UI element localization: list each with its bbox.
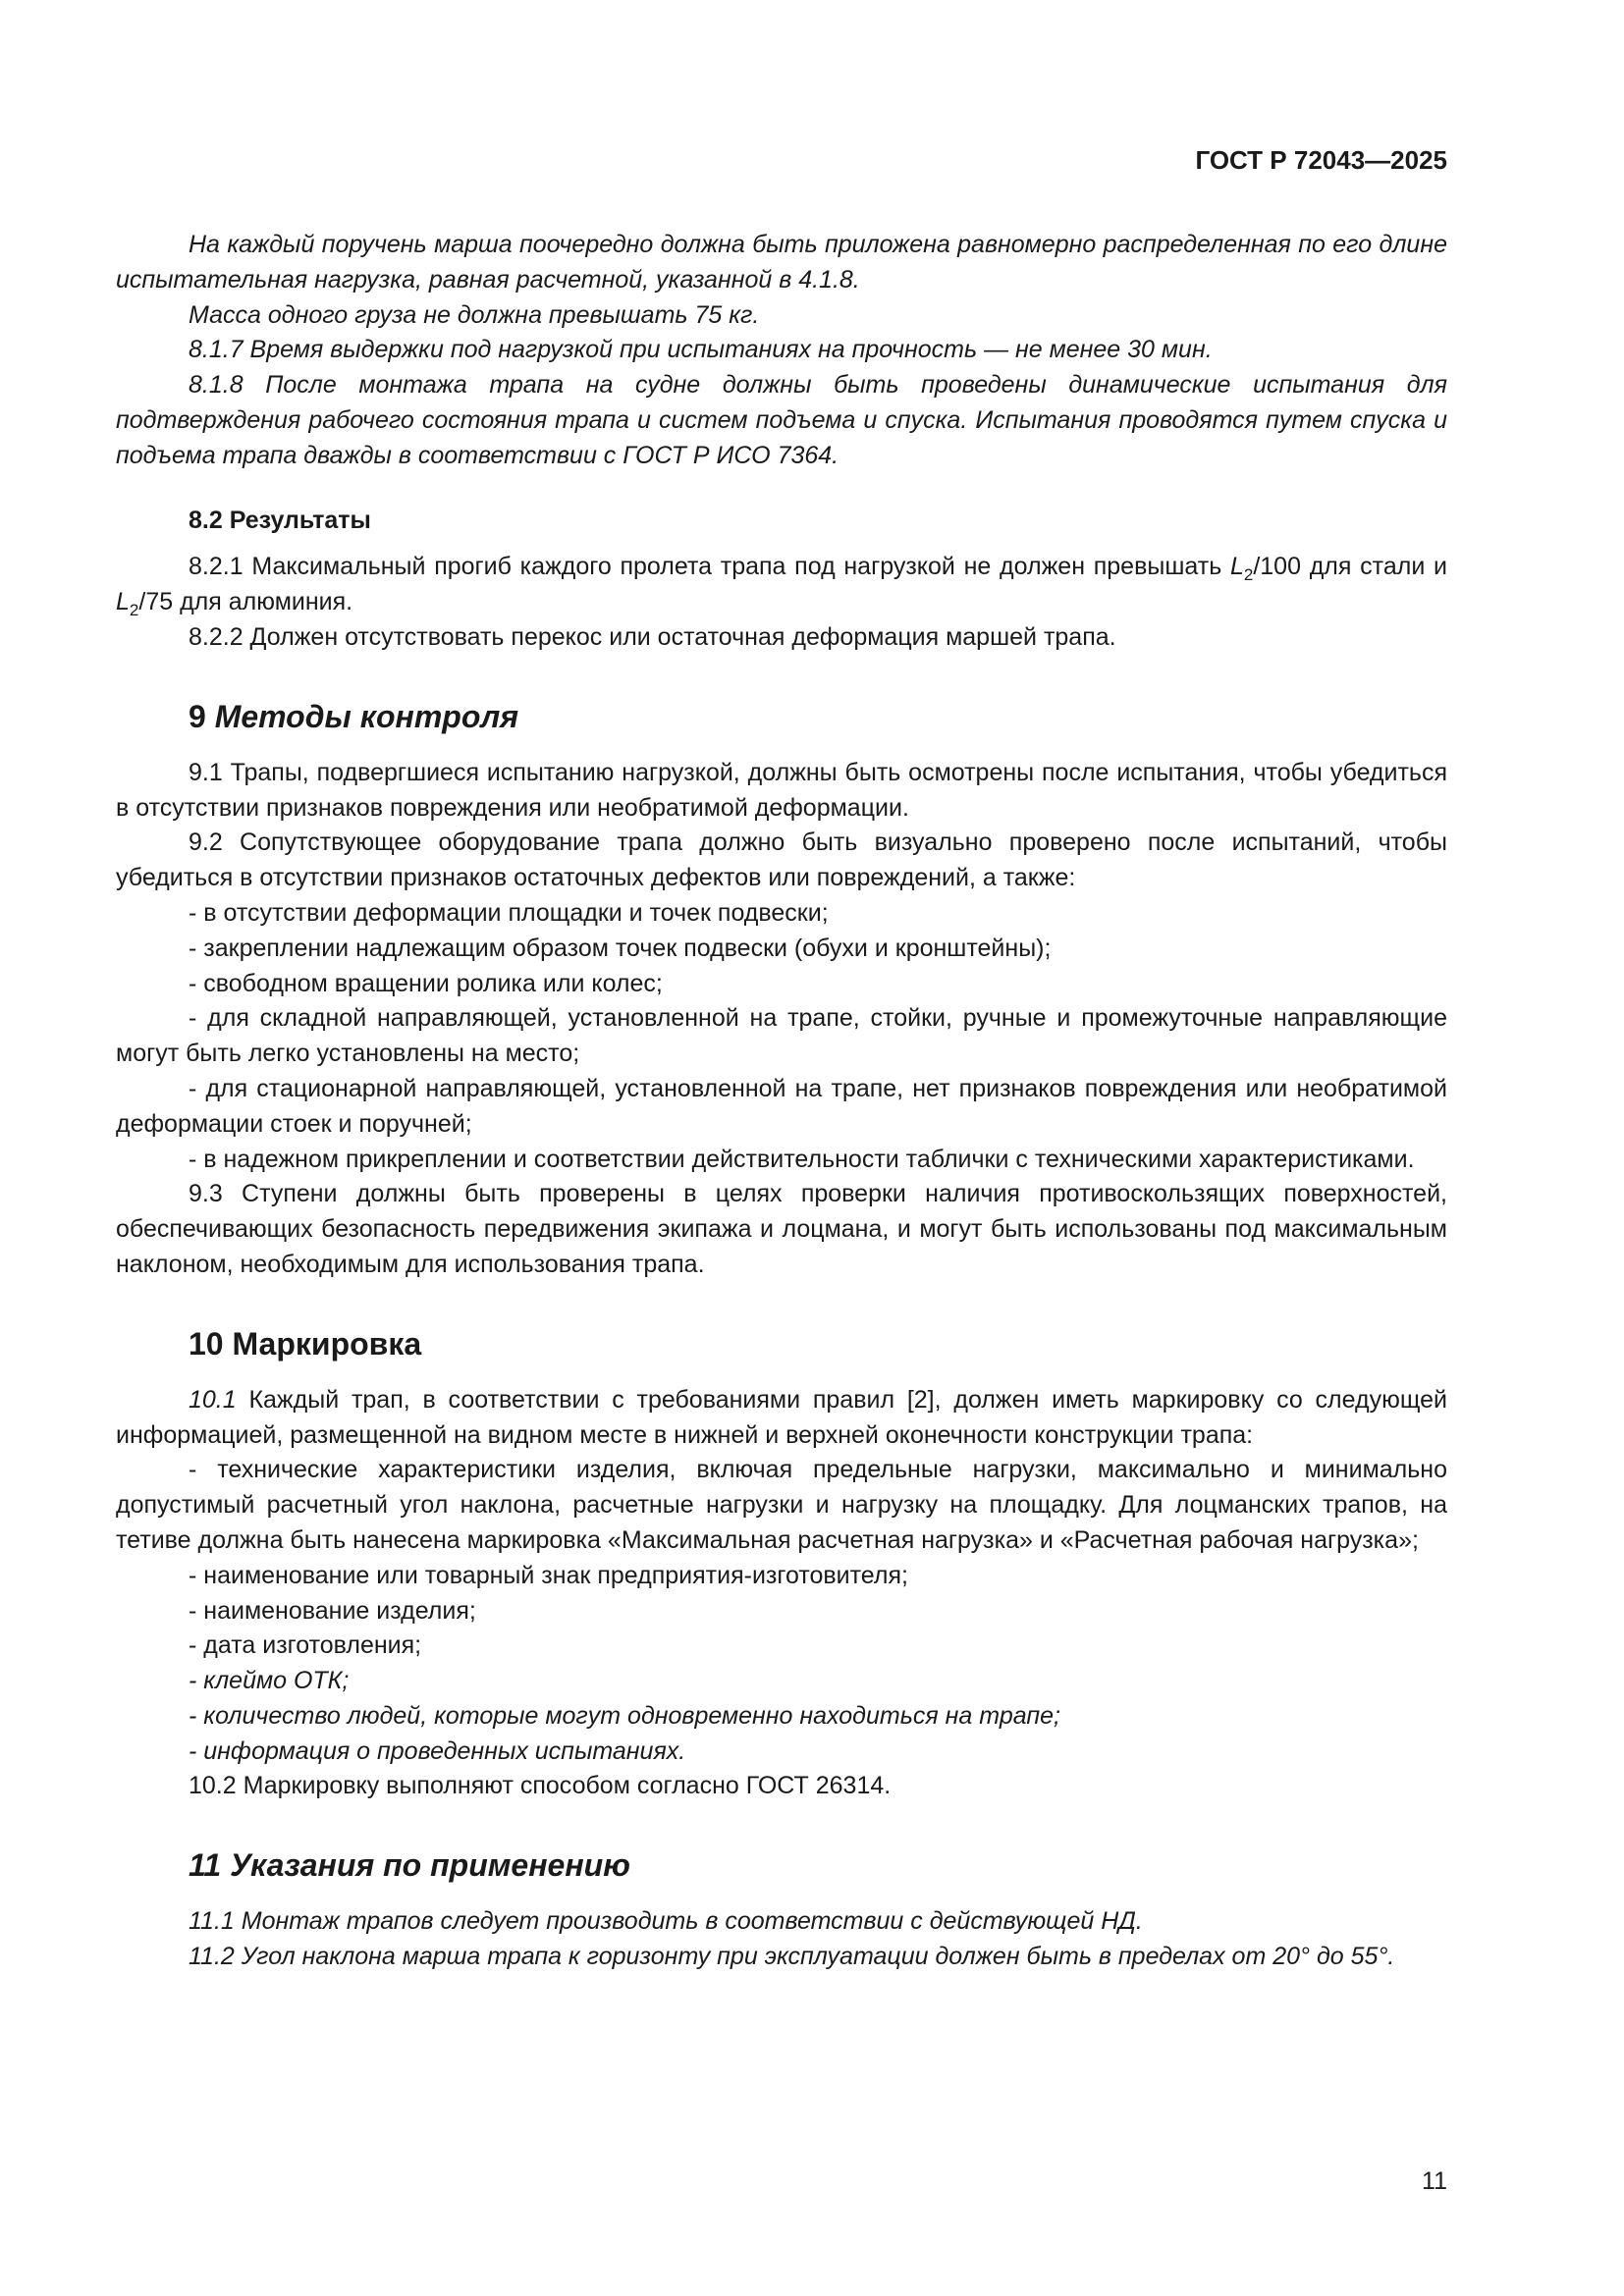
paragraph-9-1: 9.1 Трапы, подвергшиеся испытанию нагрузкой, должны быть осмотрены после испытания, чтобы убедиться в отсутствии признаков повреждения или необратимой деформации. — [116, 758, 1447, 822]
paragraph-10-2: 10.2 Маркировку выполняют способом согласно ГОСТ 26314. — [189, 1772, 892, 1800]
page-body — [116, 228, 1447, 1975]
paragraph-11-1: 11.1 Монтаж трапов следует производить в соответствии с действующей НД. — [189, 1907, 1143, 1936]
list-item: - технические характеристики изделия, включая предельные нагрузки, максимально и минимально допустимый расчетный угол наклона, расчетные нагрузки и нагрузку на площадку. Для лоцманских трапов, на тетиве должна быть нанесена маркировка «Максимальная расчетная нагрузка» и «Расчетная рабочая нагрузка»; — [116, 1456, 1447, 1554]
list-item: - наименование изделия; — [189, 1596, 476, 1625]
list-item: - информация о проведенных испытаниях. — [189, 1736, 686, 1765]
list-item: - клеймо ОТК; — [189, 1667, 350, 1695]
document-code-header: ГОСТ Р 72043—2025 — [1195, 145, 1447, 175]
list-item: - в отсутствии деформации площадки и точек подвески; — [189, 898, 829, 927]
paragraph-8-2-2: 8.2.2 Должен отсутствовать перекос или остаточная деформация маршей трапа. — [189, 622, 1116, 651]
section-heading-11: 11 Указания по применению — [189, 1847, 630, 1884]
list-item: - для стационарной направляющей, установленной на трапе, нет признаков повреждения или необратимой деформации стоек и поручней; — [116, 1074, 1447, 1138]
list-item: - свободном вращении ролика или колес; — [189, 969, 663, 997]
list-item: - в надежном прикреплении и соответствии действительности таблички с техническими характеристиками. — [189, 1145, 1415, 1173]
list-item: - закреплении надлежащим образом точек подвески (обухи и кронштейны); — [189, 934, 1052, 962]
paragraph-10-1: 10.1 Каждый трап, в соответствии с требованиями правил [2], должен иметь маркировку со следующей информацией, размещенной на видном месте в нижней и верхней оконечности конструкции трапа: — [116, 1385, 1447, 1449]
section-heading-9: 9 Методы контроля — [189, 698, 519, 734]
list-item: - наименование или товарный знак предприятия-изготовителя; — [189, 1561, 908, 1589]
paragraph-weight-limit: Масса одного груза не должна превышать 75 кг. — [189, 300, 760, 329]
paragraph-8-1-7: 8.1.7 Время выдержки под нагрузкой при испытаниях на прочность — не менее 30 мин. — [189, 336, 1213, 364]
paragraph-8-1-8: 8.1.8 После монтажа трапа на судне должны быть проведены динамические испытания для подтверждения рабочего состояния трапа и систем подъема и спуска. Испытания проводятся путем спуска и подъема трапа дважды в соответствии с ГОСТ Р ИСО 7364. — [116, 371, 1447, 469]
paragraph-9-2: 9.2 Сопутствующее оборудование трапа должно быть визуально проверено после испытаний, чтобы убедиться в отсутствии признаков остаточных дефектов или повреждений, а также: — [116, 828, 1447, 892]
paragraph-11-2: 11.2 Угол наклона марша трапа к горизонту при эксплуатации должен быть в пределах от 20° до 55°. — [189, 1943, 1395, 1971]
list-item: - дата изготовления; — [189, 1631, 422, 1660]
subsection-heading-8-2: 8.2 Результаты — [189, 506, 371, 534]
page-number: 11 — [1422, 2167, 1447, 2195]
paragraph-8-2-1: 8.2.1 Максимальный прогиб каждого пролета трапа под нагрузкой не должен превышать $L_2/100$ для стали и $L_2/75$ для алюминия. — [116, 553, 1447, 620]
list-item: - количество людей, которые могут одновременно находиться на трапе; — [189, 1701, 1060, 1730]
section-heading-10: 10 Маркировка — [189, 1325, 422, 1362]
paragraph-8-1-6-load: На каждый поручень марша поочередно должна быть приложена равномерно распределенная по его длине испытательная нагрузка, равная расчетной, указанной в 4.1.8. — [116, 231, 1447, 294]
list-item: - для складной направляющей, установленной на трапе, стойки, ручные и промежуточные направляющие могут быть легко установлены на место; — [116, 1004, 1447, 1068]
paragraph-9-3: 9.3 Ступени должны быть проверены в целях проверки наличия противоскользящих поверхностей, обеспечивающих безопасность передвижения экипажа и лоцмана, и могут быть использованы под максимальным наклоном, необходимым для использования трапа. — [116, 1180, 1447, 1278]
